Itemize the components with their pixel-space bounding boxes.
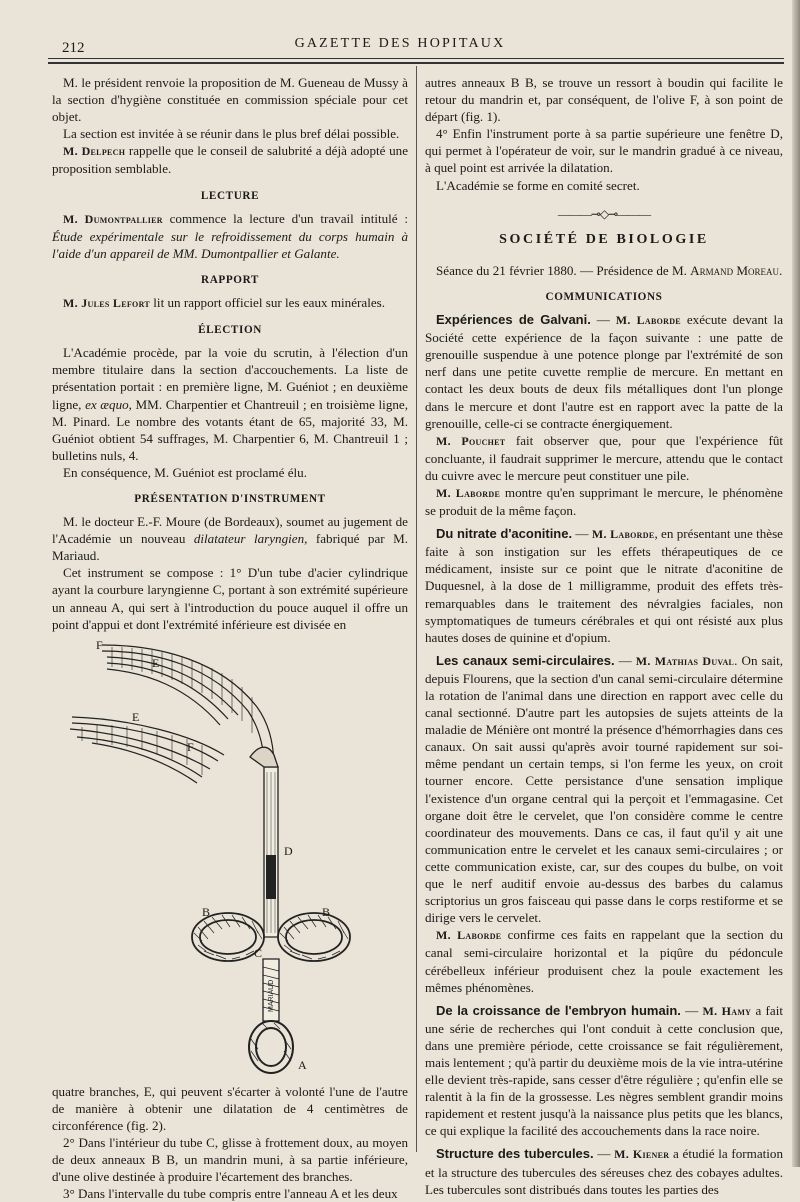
label-a: A xyxy=(298,1057,307,1072)
paragraph xyxy=(425,525,783,646)
dash: — xyxy=(680,1002,703,1018)
paragraph: La section est invitée à se réunir dans le plus bref délai possible. xyxy=(63,126,400,142)
page-number: 212 xyxy=(62,40,85,56)
paragraph-text: , MM. Charpentier et Chantreuil ; en troisième ligne, M. Pinard. Le nombre des votants étant de 65, majorité 33, M. Guéniot obtient 54 suffrages, M. Charpentier 6, M. Chantreuil 1 ; bulletins nuls, 4. xyxy=(52,396,408,463)
communication-title: Les canaux semi-circulaires. xyxy=(436,652,615,668)
dash: — xyxy=(593,1146,615,1162)
section-heading-presentation: PRÉSENTATION D'INSTRUMENT xyxy=(134,492,326,505)
paragraph xyxy=(52,142,408,177)
speaker-name: M. Mathias Duval xyxy=(635,653,735,668)
paragraph xyxy=(425,484,783,519)
paragraph: autres anneaux B B, se trouve un ressort à boudin qui facilite le retour du mandrin et, par conséquent, de l'olive F, à son point de départ (fig. 1). xyxy=(425,75,783,125)
right-column xyxy=(425,74,783,1198)
label-e-top: E xyxy=(152,655,160,670)
paragraph-text: exécute devant la Société cette expérience de la façon suivante : une patte de grenouille suspendue à une potence plonge par l'extrémité de son nerf dans une petite cuvette remplie de mercure. En mettant en contact les deux bouts de deux fils métalliques dont l'un plonge dans le mercure et dont l'autre est en rapport avec la patte de la grenouille, celle-ci se contracte énergiquement. xyxy=(425,312,784,431)
communication-title: Expériences de Galvani. xyxy=(436,312,591,328)
dash: — xyxy=(614,652,636,668)
paragraph xyxy=(425,311,783,432)
dash: — xyxy=(572,526,592,542)
paragraph xyxy=(425,926,783,995)
label-f-top: F xyxy=(96,637,103,652)
speaker-name: M. Hamy xyxy=(702,1003,752,1018)
paragraph: quatre branches, E, qui peuvent s'écarter à volonté l'une de l'autre de manière à obtenir une dilatation de 4 centimètres de circonférence (fig. 2). xyxy=(52,1083,408,1133)
paragraph-text: M. le docteur E.-F. Moure (de Bordeaux), soumet au jugement de l'Académie un nouveau xyxy=(52,514,408,547)
paragraph-text: commence la lecture d'un travail intitulé : xyxy=(162,210,408,226)
work-title: Étude expérimentale sur le refroidissement du corps humain à l'aide d'un appareil de MM. Dumontpallier et Galante. xyxy=(52,228,408,261)
communication-title: Du nitrate d'aconitine. xyxy=(436,526,573,542)
paragraph-text: . On sait, depuis Flourens, que la section d'un canal semi-circulaire détermine la rotation de l'animal dans une direction en rapport avec celle du canal sectionné. D'autre part les autopsies de sujets atteints de la maladie de Ménière ont montré la présence d'hémorrhagies dans ces canaux. On sait aussi qu'après avoir tourné rapidement sur soi-même pendant un certain temps, si l'on ferme les yeux, on croit tourner encore. Cette persistance d'une sensation implique l'existence d'un organe central qui la perçoit et l'emmagasine. Cet organe doit être le cervelet, que l'on considère comme le centre coordinateur des mouvements. Dans ce cas, il faut qu'il y ait une communication entre le cervelet et les canaux semi-circulaires ; or cette communication existe, car, sur des coupes du bulbe, on voit que le nerf auditif envoie au-dessus des barbes du calamus scriptorius un gros faisceau qui passe dans le corps restiforme et se dirige vers le cervelet. xyxy=(425,652,783,926)
speaker-name: M. Delpech xyxy=(63,144,126,159)
paragraph-text: lit un rapport officiel sur les eaux minérales. xyxy=(150,295,386,311)
page-edge-shadow xyxy=(792,0,800,1167)
running-head: GAZETTE DES HOPITAUX xyxy=(294,36,506,51)
dilator-illustration xyxy=(52,637,408,1077)
paragraph: Cet instrument se compose : 1° D'un tube d'acier cylindrique ayant la courbure laryngienne C, portant à son extrémité supérieure un anneau A, qui sert à l'introduction du pouce auquel il offre un point d'appui et dont l'extrémité inférieure est divisée en xyxy=(52,565,408,632)
section-ornament: ———⊸◇⊸——— xyxy=(557,206,651,221)
speaker-name: M. Kiener xyxy=(614,1147,670,1162)
paragraph xyxy=(425,1002,783,1140)
paragraph: En conséquence, M. Guéniot est proclamé élu. xyxy=(63,464,307,480)
header-rule-thick xyxy=(48,62,784,64)
section-heading-election: ÉLECTION xyxy=(198,324,262,337)
paragraph: M. le président renvoie la proposition de M. Gueneau de Mussy à la section d'hygiène constituée en commission spéciale pour cet objet. xyxy=(52,75,408,125)
label-d: D xyxy=(284,843,293,858)
speaker-name: M. Jules Lefort xyxy=(63,296,151,311)
paragraph xyxy=(52,513,408,564)
society-heading: SOCIÉTÉ DE BIOLOGIE xyxy=(499,231,709,247)
paragraph-text: , fabriqué par M. Mariaud. xyxy=(52,531,409,564)
paragraph-text: rappelle que le conseil de salubrité a déjà adopté une proposition semblable. xyxy=(52,143,409,177)
communication-title: Structure des tubercules. xyxy=(436,1146,594,1162)
column-divider xyxy=(416,66,417,1152)
paragraph xyxy=(425,262,783,279)
paragraph-text: montre qu'en supprimant le mercure, le phénomène se produit de la même façon. xyxy=(425,484,783,519)
section-heading-communications: COMMUNICATIONS xyxy=(545,290,663,303)
speaker-name: M. Pouchet xyxy=(436,433,506,448)
communication-title: De la croissance de l'embryon humain. xyxy=(436,1002,681,1018)
latin-phrase: ex æquo xyxy=(85,396,129,412)
paragraph-text: fait observer que, pour que l'expérience fût concluante, il faudrait supprimer le mercure, attendu que le contact du cuivre avec le mercure peut constituer une pile. xyxy=(425,432,783,483)
label-b-left: B xyxy=(202,904,211,919)
label-e-mid: E xyxy=(132,709,140,724)
president-name: Armand Moreau xyxy=(690,262,780,278)
instrument-engraving xyxy=(52,637,408,1077)
paragraph: 3° Dans l'intervalle du tube compris entre l'anneau A et les deux xyxy=(63,1186,398,1202)
paragraph-text: confirme ces faits en rappelant que la section du canal semi-circulaire horizontal et la piqûre du pédoncule cérébelleux inférieur produisent chez la poule exactement les mêmes phénomènes. xyxy=(425,927,784,995)
instrument-name: dilatateur laryngien xyxy=(193,531,305,547)
paragraph xyxy=(52,344,408,464)
paragraph: L'Académie se forme en comité secret. xyxy=(436,177,640,193)
paragraph xyxy=(425,652,783,927)
paragraph-text: a fait une série de recherches qui l'ont conduit à cette conclusion que, dans une première période, cette croissance se fait régulièrement, mais lentement ; qu'à partir du deuxième mois de la vie intra-utérine elle devient très-rapide, sans cesser d'être régulière ; qu'enfin elle se ralentit à la fin de la grossesse. Les nègres semblent grandir moins rapidement et restent jusqu'à la naissance plus petits que les blancs, ce qui explique la facilité des accouchements dans la race noire. xyxy=(425,1002,783,1139)
paragraph-text: a étudié la formation et la structure des tubercules des séreuses chez des cobayes adultes. Les tubercules sont distribués dans toutes les parties des xyxy=(425,1146,784,1197)
label-c: C xyxy=(254,945,263,960)
section-heading-lecture: LECTURE xyxy=(200,189,260,202)
speaker-name: M. Laborde xyxy=(436,485,501,500)
paragraph xyxy=(52,294,408,312)
section-heading-rapport: RAPPORT xyxy=(201,273,259,286)
session-text: Séance du 21 février 1880. — Présidence de M. xyxy=(436,262,691,278)
paragraph xyxy=(425,1145,783,1197)
label-b-right: B xyxy=(322,904,331,919)
dash: — xyxy=(590,312,616,328)
paragraph xyxy=(52,210,408,262)
label-f-mid: F xyxy=(187,739,194,754)
paragraph xyxy=(425,432,783,484)
paragraph: 4° Enfin l'instrument porte à sa partie supérieure une fenêtre D, qui permet à l'opérateur de voir, sur le mandrin gradué à ce niveau, à quel point est arrivée la dilatation. xyxy=(425,126,783,176)
speaker-name: M. Dumontpallier xyxy=(63,211,163,226)
left-column xyxy=(52,74,408,1202)
window-d xyxy=(266,855,276,899)
session-text: . xyxy=(779,262,783,278)
speaker-name: M. Laborde xyxy=(591,527,655,542)
maker-stamp: MARIAUD xyxy=(268,979,275,1012)
paragraph: 2° Dans l'intérieur du tube C, glisse à frottement doux, au moyen de deux anneaux B B, un mandrin muni, à sa partie inférieure, d'une olive destinée à produire l'écartement des branches. xyxy=(52,1135,408,1185)
paragraph-text: , en présentant une thèse faite à son instigation sur les effets thérapeutiques de ce médicament, insiste sur ce point que le nitrate d'aconitine de Duquesnel, à la dose de 1 milligramme, produit des effets très-remarquables dans le traitement des névralgies faciales, non symptomatiques de tumeurs cérébrales et qui ont résisté aux plus hautes doses de quinine et d'opium. xyxy=(425,526,783,645)
paragraph-text: L'Académie procède, par la voie du scrutin, à l'élection d'un membre titulaire dans la section d'accouchements. La liste de présentation portait : en première ligne, M. Guéniot ; en deuxième ligne, xyxy=(52,345,408,412)
speaker-name: M. Laborde xyxy=(615,313,681,328)
header-rule xyxy=(48,58,784,59)
speaker-name: M. Laborde xyxy=(436,928,502,943)
